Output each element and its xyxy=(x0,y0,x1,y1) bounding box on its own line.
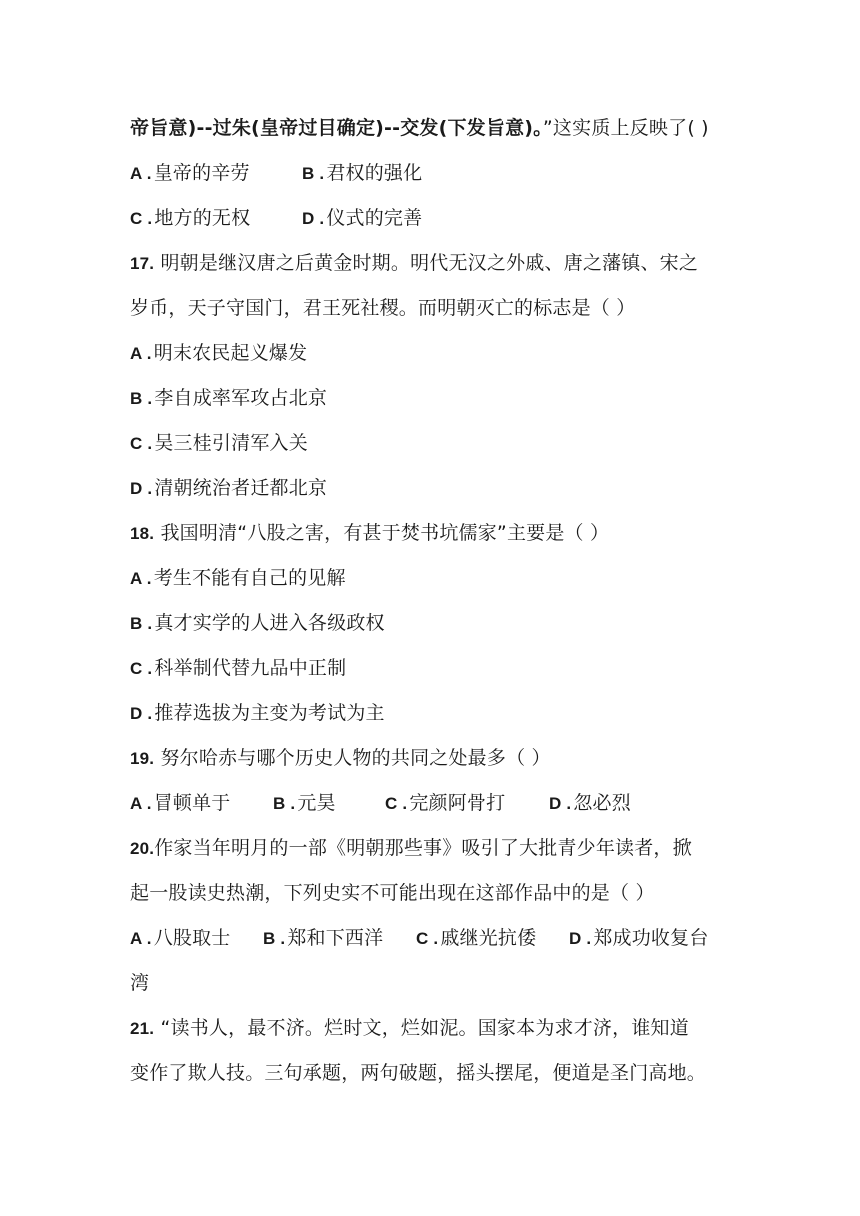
option-label: C . xyxy=(416,929,439,948)
q20-number: 20. xyxy=(130,839,155,858)
option-label: C . xyxy=(130,209,153,228)
q20-stem-text-1: 作家当年明月的一部《明朝那些事》吸引了大批青少年读者，掀 xyxy=(154,837,692,859)
option-label: A . xyxy=(130,569,152,588)
option-text: 地方的无权 xyxy=(154,207,251,229)
q16-stem-part-a: 帝旨意)--过朱(皇帝过目确定)--交发(下发旨意)。 xyxy=(130,117,543,139)
option-text: 戚继光抗倭 xyxy=(440,927,537,949)
q19-number: 19. xyxy=(130,749,155,768)
option-label: C . xyxy=(130,434,153,453)
option-text: 明末农民起义爆发 xyxy=(153,342,308,364)
q18-stem xyxy=(130,511,740,556)
q20-stem-line-1 xyxy=(130,826,740,871)
option-text: 元昊 xyxy=(297,792,336,814)
q16-options-row-1 xyxy=(130,151,740,196)
q17-option-d[interactable] xyxy=(130,466,740,511)
q20-option-b[interactable] xyxy=(263,916,416,961)
q19-option-c[interactable] xyxy=(385,781,549,826)
q21-stem-text-1: “读书人，最不济。烂时文，烂如泥。国家本为求才济，谁知道 xyxy=(154,1017,689,1039)
option-text: 仪式的完善 xyxy=(326,207,423,229)
option-label: D . xyxy=(302,209,325,228)
q17-number: 17. xyxy=(130,254,155,273)
q21-stem-line-2: 变作了欺人技。三句承题，两句破题，摇头摆尾，便道是圣门高地。 xyxy=(130,1062,707,1084)
q20-option-d-wrap: 湾 xyxy=(130,972,150,994)
option-text: 忽必烈 xyxy=(573,792,631,814)
option-text: 清朝统治者迁都北京 xyxy=(154,477,328,499)
q16-options-row-2 xyxy=(130,196,740,241)
q16-option-c[interactable] xyxy=(130,196,302,241)
q17-option-b[interactable] xyxy=(130,376,740,421)
q20-options-row xyxy=(130,916,740,961)
option-label: C . xyxy=(130,659,153,678)
option-label: D . xyxy=(549,794,572,813)
option-label: D . xyxy=(130,704,153,723)
question-list xyxy=(130,106,740,1096)
q16-stem-continuation xyxy=(130,106,740,151)
q17-option-a[interactable] xyxy=(130,331,740,376)
q20-option-c[interactable] xyxy=(416,916,569,961)
option-text: 李自成率军攻占北京 xyxy=(154,387,328,409)
option-text: 考生不能有自己的见解 xyxy=(153,567,346,589)
q18-option-a[interactable] xyxy=(130,556,740,601)
q21-number: 21. xyxy=(130,1019,155,1038)
option-text: 皇帝的辛劳 xyxy=(153,162,250,184)
option-label: A . xyxy=(130,794,152,813)
q16-option-d[interactable] xyxy=(302,196,422,241)
option-label: B . xyxy=(130,389,153,408)
q18-option-b[interactable] xyxy=(130,601,740,646)
q17-stem-line-2: 岁币，天子守国门，君王死社稷。而明朝灭亡的标志是（ ） xyxy=(130,297,636,319)
option-label: D . xyxy=(569,929,592,948)
q19-option-d[interactable] xyxy=(549,781,631,826)
option-label: A . xyxy=(130,344,152,363)
q18-option-d[interactable] xyxy=(130,691,740,736)
option-label: D . xyxy=(130,479,153,498)
option-label: B . xyxy=(263,929,286,948)
option-text: 吴三桂引清军入关 xyxy=(154,432,308,454)
q17-stem-text-1: 明朝是继汉唐之后黄金时期。明代无汉之外戚、唐之藩镇、宋之 xyxy=(154,252,699,274)
option-text: 推荐选拔为主变为考试为主 xyxy=(154,702,385,724)
option-label: B . xyxy=(302,164,325,183)
q19-options-row xyxy=(130,781,740,826)
q16-option-a[interactable] xyxy=(130,151,302,196)
q18-option-c[interactable] xyxy=(130,646,740,691)
q17-option-c[interactable] xyxy=(130,421,740,466)
option-label: B . xyxy=(130,614,153,633)
option-text: 八股取士 xyxy=(153,927,231,949)
q21-stem-line-1 xyxy=(130,1006,740,1051)
option-text: 郑和下西洋 xyxy=(287,927,384,949)
option-label: A . xyxy=(130,164,152,183)
option-text: 冒顿单于 xyxy=(153,792,231,814)
q20-stem-line-2: 起一股读史热潮，下列史实不可能出现在这部作品中的是（ ） xyxy=(130,882,655,904)
q19-option-b[interactable] xyxy=(273,781,385,826)
option-text: 真才实学的人进入各级政权 xyxy=(154,612,385,634)
q16-stem-part-b: ”这实质上反映了( ) xyxy=(542,117,709,139)
q20-option-a[interactable] xyxy=(130,916,263,961)
option-label: C . xyxy=(385,794,408,813)
option-label: B . xyxy=(273,794,296,813)
option-text: 郑成功收复台 xyxy=(593,927,709,949)
option-label: A . xyxy=(130,929,152,948)
q18-stem-text: 我国明清“八股之害，有甚于焚书坑儒家”主要是（ ） xyxy=(154,522,610,544)
option-text: 君权的强化 xyxy=(326,162,423,184)
q19-stem-text: 努尔哈赤与哪个历史人物的共同之处最多（ ） xyxy=(154,747,551,769)
option-text: 完颜阿骨打 xyxy=(409,792,506,814)
q20-option-d[interactable] xyxy=(569,916,709,961)
option-text: 科举制代替九品中正制 xyxy=(154,657,347,679)
q17-stem-line-1 xyxy=(130,241,740,286)
q16-option-b[interactable] xyxy=(302,151,422,196)
q19-option-a[interactable] xyxy=(130,781,273,826)
q19-stem xyxy=(130,736,740,781)
q18-number: 18. xyxy=(130,524,155,543)
